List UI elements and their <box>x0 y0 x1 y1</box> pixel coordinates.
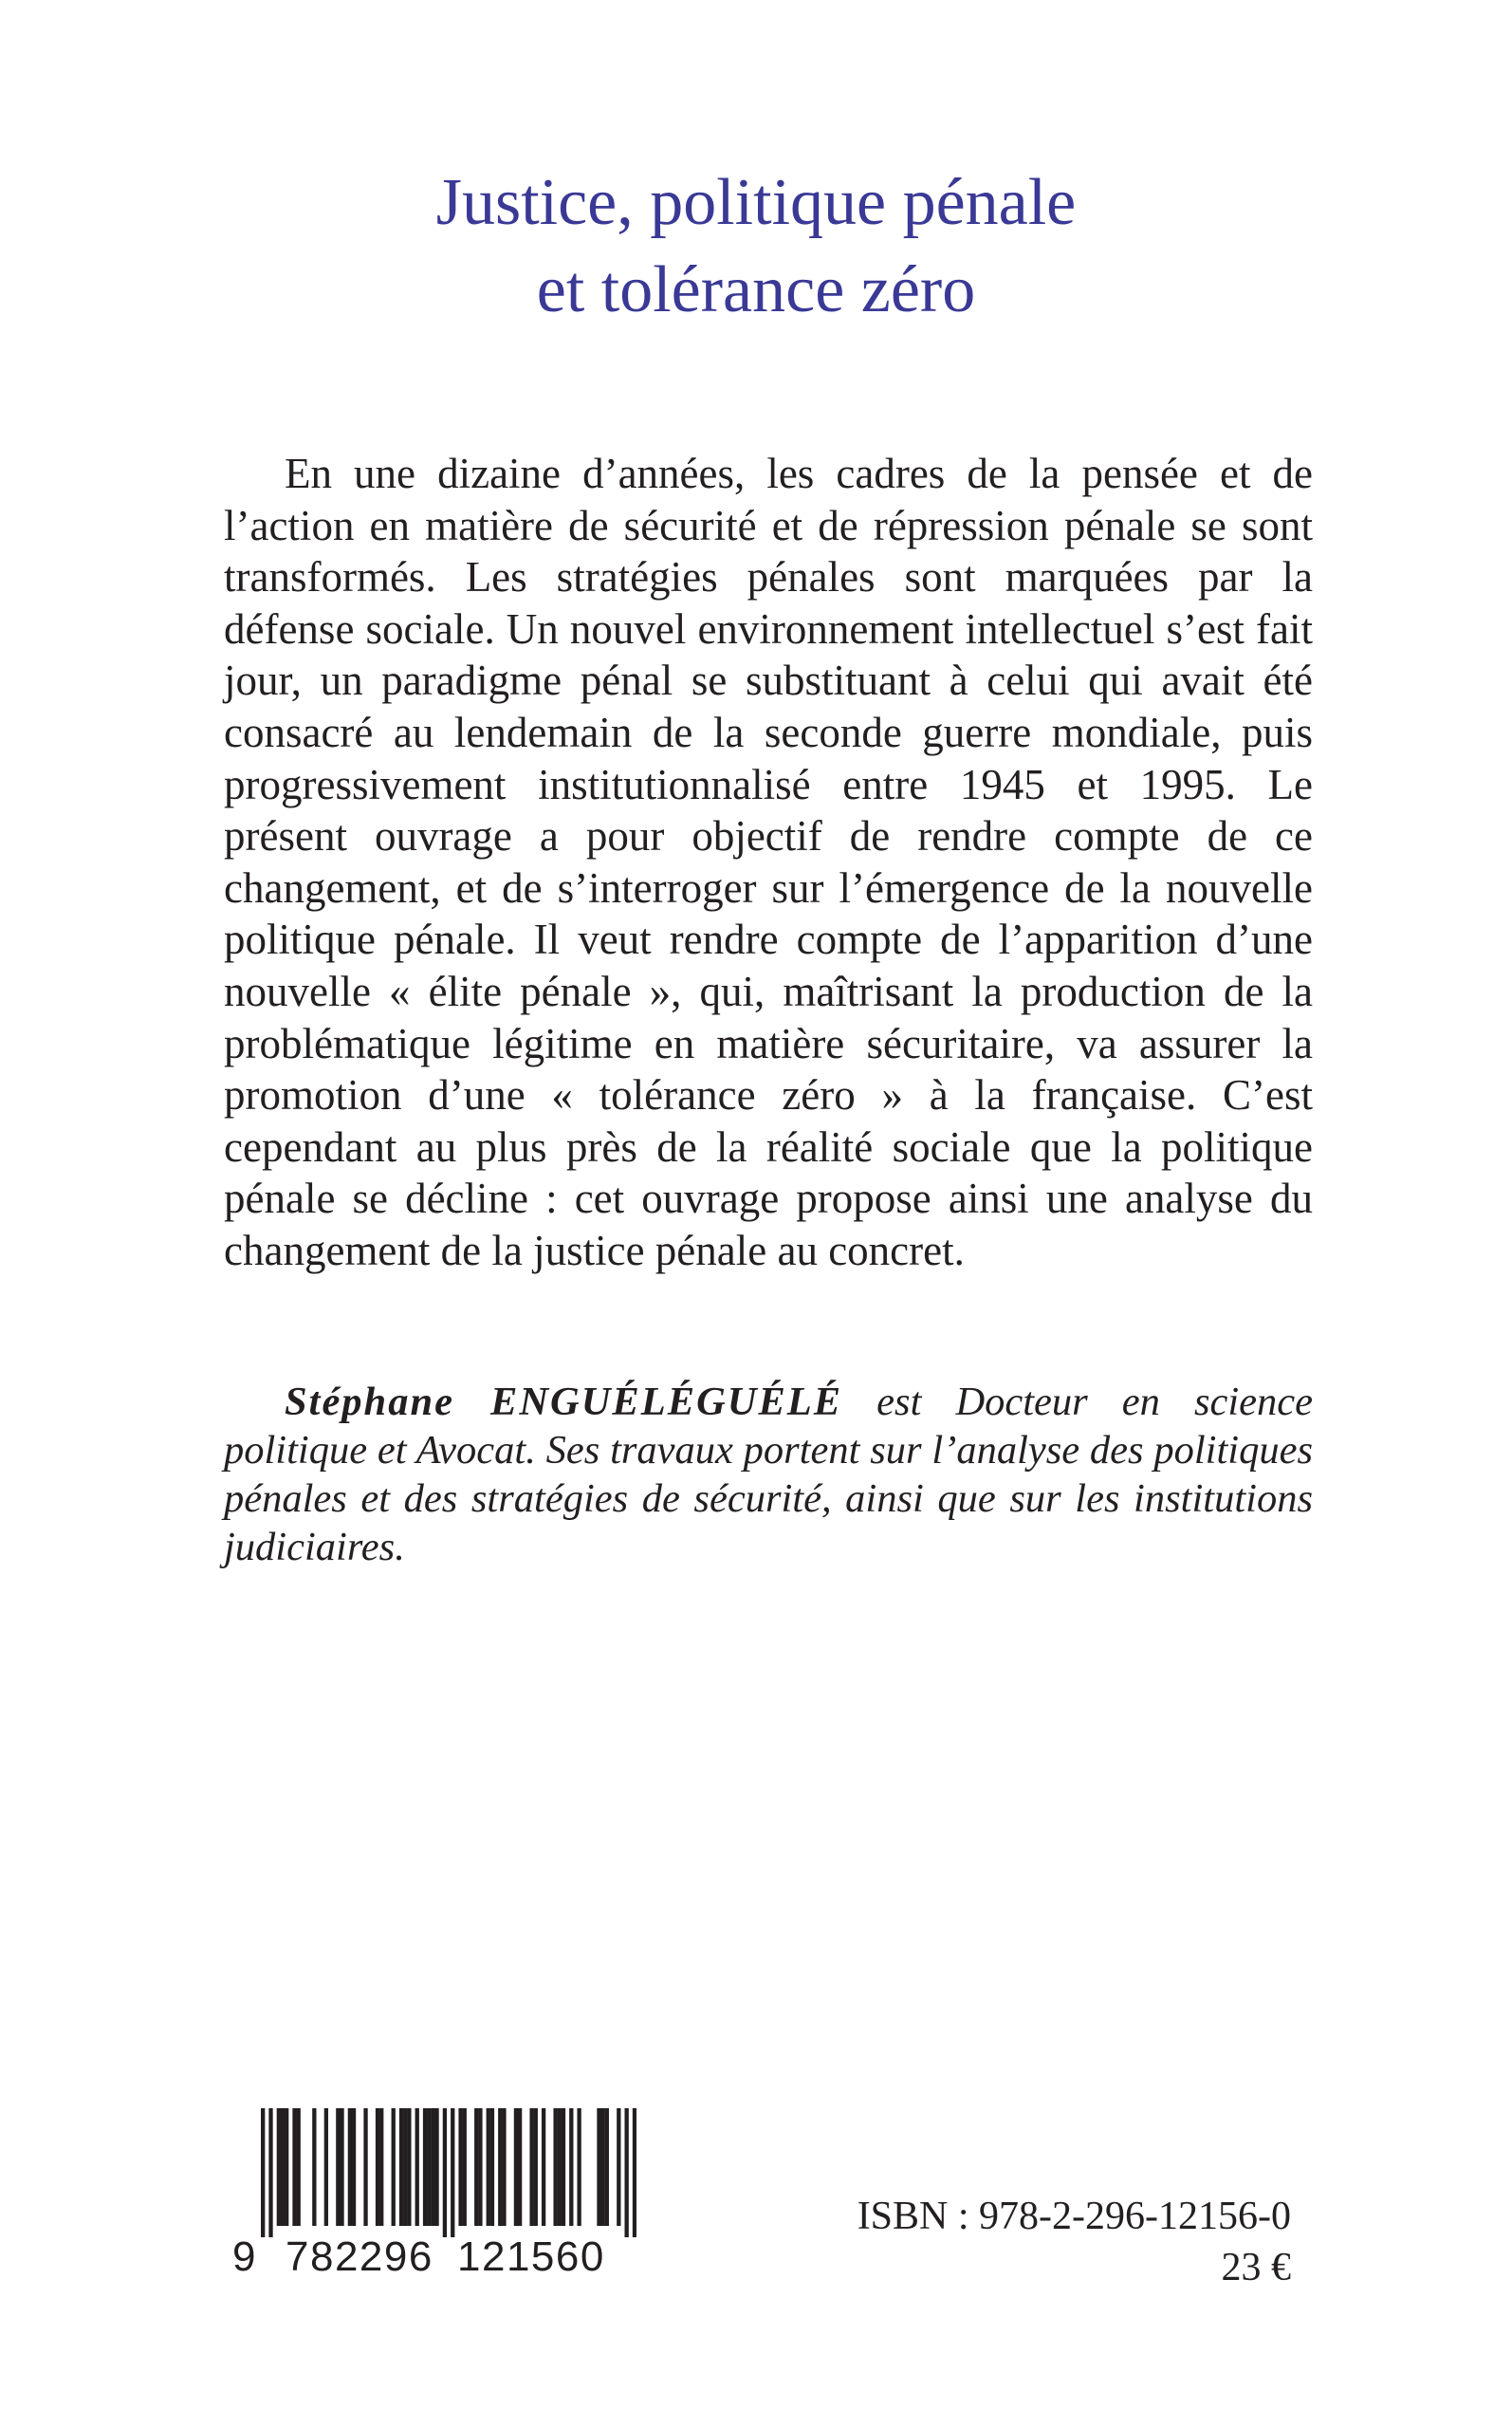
barcode-right-digits: 121560 <box>457 2233 605 2280</box>
barcode-bar <box>415 2108 419 2226</box>
barcode-bar <box>529 2108 533 2226</box>
barcode-bar <box>518 2108 522 2226</box>
barcode-bar <box>423 2108 427 2226</box>
author-bio <box>224 1378 1313 1571</box>
barcode-bar <box>474 2108 478 2226</box>
barcode-bar <box>577 2108 581 2226</box>
barcode <box>232 2108 640 2279</box>
barcode-bar <box>348 2108 352 2226</box>
barcode-bar <box>312 2108 316 2226</box>
barcode-bar <box>617 2108 620 2226</box>
barcode-bar <box>562 2108 565 2226</box>
barcode-bar <box>292 2108 296 2226</box>
barcode-bar <box>458 2108 462 2226</box>
barcode-bar <box>277 2108 281 2226</box>
barcode-bar <box>285 2108 288 2226</box>
barcode-guard-bar <box>624 2108 628 2237</box>
barcode-bar <box>363 2108 367 2226</box>
barcode-bar <box>605 2108 609 2226</box>
barcode-bar <box>502 2108 506 2226</box>
barcode-guard-bar <box>261 2108 265 2237</box>
barcode-bar <box>558 2108 562 2226</box>
barcode-guard-bar <box>268 2108 272 2237</box>
book-summary: En une dizaine d’années, les cadres de la pensée et de l’action en matière de sécurité et de répression pénale se sont transformés. Les stratégies pénales sont marquées par la défense sociale. Un nouvel environnement intellectuel s’est fait jour, un paradigme pénal se substituant à celui qui avait été consacré au lendemain de la seconde guerre mondiale, puis progressivement institutionnalisé entre 1945 et 1995. Le présent ouvrage a pour objectif de rendre compte de ce changement, et de s’interroger sur l’émergence de la nouvelle politique pénale. Il veut rendre compte de l’apparition d’une nouvelle « élite pénale », qui, maîtrisant la production de la problématique légitime en matière sécuritaire, va assurer la promotion d’une « tolérance zéro » à la française. C’est cependant au plus près de la réalité sociale que la politique pénale se décline : cet ouvrage propose ainsi une analyse du changement de la justice pénale au concret. <box>224 450 1313 1274</box>
barcode-guard-bar <box>443 2108 447 2237</box>
barcode-bar <box>431 2108 434 2226</box>
barcode-lead-digit: 9 <box>232 2233 256 2280</box>
isbn: ISBN : 978-2-296-12156-0 <box>857 2195 1291 2238</box>
price: 23 € <box>1221 2246 1291 2289</box>
barcode-bar <box>434 2108 438 2226</box>
book-title-line-1: Justice, politique pénale <box>435 166 1077 239</box>
barcode-bar <box>427 2108 431 2226</box>
barcode-bar <box>490 2108 494 2226</box>
barcode-digits <box>232 2233 640 2281</box>
book-title <box>0 159 1512 334</box>
barcode-bar <box>281 2108 285 2226</box>
barcode-guard-bar <box>633 2108 636 2237</box>
barcode-bar <box>297 2108 301 2226</box>
book-title-line-2: et tolérance zéro <box>536 253 976 326</box>
barcode-bar <box>379 2108 383 2226</box>
author-bio-text: est Docteur en science politique et Avocat. Ses travaux portent sur l’analyse des politiques pénales et des stratégies de sécurité, ainsi que sur les institutions judiciaires. <box>224 1380 1313 1569</box>
barcode-bar <box>340 2108 343 2226</box>
barcode-left-digits: 782296 <box>286 2233 433 2280</box>
barcode-bar <box>600 2108 604 2226</box>
barcode-bar <box>399 2108 403 2226</box>
barcode-bar <box>569 2108 573 2226</box>
barcode-bar <box>514 2108 518 2226</box>
barcode-bar <box>336 2108 340 2226</box>
barcode-bar <box>392 2108 396 2226</box>
barcode-bar <box>403 2108 407 2226</box>
barcode-bar <box>487 2108 490 2226</box>
barcode-bar <box>553 2108 557 2226</box>
barcode-bar <box>542 2108 545 2226</box>
barcode-bar <box>324 2108 328 2226</box>
barcode-bar <box>534 2108 538 2226</box>
barcode-bar <box>498 2108 502 2226</box>
barcode-bar <box>352 2108 356 2226</box>
barcode-guard-bar <box>451 2108 454 2237</box>
barcode-bar <box>597 2108 600 2226</box>
barcode-bar <box>463 2108 467 2226</box>
barcode-bar <box>376 2108 379 2226</box>
barcode-bars <box>261 2108 636 2237</box>
barcode-bar <box>407 2108 411 2226</box>
author-name: Stéphane ENGUÉLÉGUÉLÉ <box>285 1380 843 1424</box>
barcode-bar <box>478 2108 482 2226</box>
